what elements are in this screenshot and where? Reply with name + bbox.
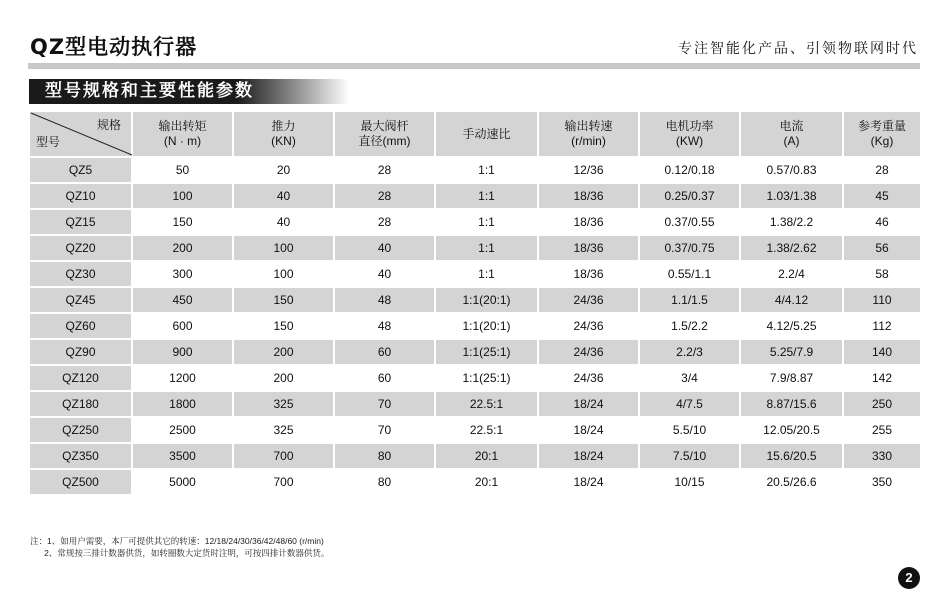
table-cell: 2500 <box>132 417 233 443</box>
table-cell: 350 <box>843 469 921 495</box>
table-cell: 300 <box>132 261 233 287</box>
table-cell: 1.1/1.5 <box>639 287 740 313</box>
corner-label-model: 型号 <box>36 135 61 149</box>
header-divider <box>28 63 920 69</box>
table-row <box>29 183 921 209</box>
table-cell: 28 <box>334 209 435 235</box>
table-cell: 60 <box>334 365 435 391</box>
table-cell: 325 <box>233 391 334 417</box>
table-cell: 12.05/20.5 <box>740 417 843 443</box>
table-cell: 0.25/0.37 <box>639 183 740 209</box>
table-cell: 70 <box>334 391 435 417</box>
table-row <box>29 469 921 495</box>
table-row <box>29 417 921 443</box>
table-cell: 1:1(20:1) <box>435 313 538 339</box>
table-cell: 0.37/0.55 <box>639 209 740 235</box>
table-cell: 40 <box>334 235 435 261</box>
table-cell: 700 <box>233 469 334 495</box>
column-header-line: (A) <box>783 134 800 148</box>
table-cell: 1.03/1.38 <box>740 183 843 209</box>
table-cell: 200 <box>233 365 334 391</box>
model-cell: QZ180 <box>29 391 132 417</box>
table-cell: 28 <box>843 157 921 183</box>
table-cell: 24/36 <box>538 365 639 391</box>
table-cell: 1:1(20:1) <box>435 287 538 313</box>
model-cell: QZ500 <box>29 469 132 495</box>
column-header-line: 输出转矩 <box>158 119 207 133</box>
column-header <box>132 111 233 157</box>
model-cell: QZ120 <box>29 365 132 391</box>
table-cell: 0.37/0.75 <box>639 235 740 261</box>
table-cell: 1.5/2.2 <box>639 313 740 339</box>
table-cell: 1:1 <box>435 261 538 287</box>
table-corner-cell <box>29 111 132 157</box>
column-header-line: (Kg) <box>870 134 894 148</box>
table-cell: 24/36 <box>538 287 639 313</box>
table-row <box>29 339 921 365</box>
table-cell: 142 <box>843 365 921 391</box>
table-cell: 48 <box>334 287 435 313</box>
table-cell: 100 <box>233 235 334 261</box>
table-cell: 18/36 <box>538 183 639 209</box>
column-header <box>843 111 921 157</box>
table-cell: 5.5/10 <box>639 417 740 443</box>
note-line: 注：1、如用户需要，本厂可提供其它的转速：12/18/24/30/36/42/48/60 (r/min) <box>30 536 324 546</box>
table-cell: 5000 <box>132 469 233 495</box>
table-cell: 28 <box>334 183 435 209</box>
column-header <box>639 111 740 157</box>
table-cell: 20 <box>233 157 334 183</box>
table-cell: 20:1 <box>435 443 538 469</box>
table-cell: 20:1 <box>435 469 538 495</box>
table-cell: 250 <box>843 391 921 417</box>
model-cell: QZ250 <box>29 417 132 443</box>
table-cell: 900 <box>132 339 233 365</box>
table-cell: 40 <box>233 183 334 209</box>
column-header <box>538 111 639 157</box>
table-header-row <box>29 111 921 157</box>
model-cell: QZ60 <box>29 313 132 339</box>
column-header <box>233 111 334 157</box>
column-header-line: 最大阀杆 <box>360 119 409 133</box>
table-cell: 18/36 <box>538 261 639 287</box>
model-cell: QZ5 <box>29 157 132 183</box>
table-cell: 18/24 <box>538 417 639 443</box>
table-cell: 600 <box>132 313 233 339</box>
table-cell: 3/4 <box>639 365 740 391</box>
table-cell: 60 <box>334 339 435 365</box>
table-cell: 2.2/4 <box>740 261 843 287</box>
table-cell: 200 <box>132 235 233 261</box>
table-row <box>29 209 921 235</box>
model-cell: QZ90 <box>29 339 132 365</box>
table-row <box>29 157 921 183</box>
page-title: QZ型电动执行器 <box>30 35 198 59</box>
table-cell: 28 <box>334 157 435 183</box>
model-cell: QZ20 <box>29 235 132 261</box>
table-cell: 40 <box>334 261 435 287</box>
table-cell: 18/24 <box>538 469 639 495</box>
table-cell: 1:1(25:1) <box>435 339 538 365</box>
table-cell: 2.2/3 <box>639 339 740 365</box>
table-cell: 140 <box>843 339 921 365</box>
table-cell: 22.5:1 <box>435 417 538 443</box>
table-row <box>29 365 921 391</box>
table-cell: 18/24 <box>538 391 639 417</box>
table-cell: 1:1 <box>435 157 538 183</box>
table-cell: 12/36 <box>538 157 639 183</box>
table-cell: 700 <box>233 443 334 469</box>
table-cell: 50 <box>132 157 233 183</box>
table-cell: 325 <box>233 417 334 443</box>
table-cell: 1:1 <box>435 235 538 261</box>
notes <box>30 535 329 559</box>
table-cell: 15.6/20.5 <box>740 443 843 469</box>
table-cell: 110 <box>843 287 921 313</box>
table-cell: 150 <box>132 209 233 235</box>
spec-table <box>28 110 922 496</box>
column-header <box>334 111 435 157</box>
table-row <box>29 391 921 417</box>
page-slogan: 专注智能化产品、引领物联网时代 <box>678 41 918 57</box>
table-cell: 18/36 <box>538 209 639 235</box>
table-cell: 10/15 <box>639 469 740 495</box>
column-header-line: (KW) <box>675 134 704 148</box>
table-cell: 1.38/2.2 <box>740 209 843 235</box>
page-number-badge: 2 <box>898 567 920 589</box>
table-cell: 1800 <box>132 391 233 417</box>
column-header-line: (N · m) <box>163 134 202 148</box>
table-cell: 24/36 <box>538 339 639 365</box>
table-cell: 58 <box>843 261 921 287</box>
table-cell: 1.38/2.62 <box>740 235 843 261</box>
table-cell: 70 <box>334 417 435 443</box>
table-cell: 22.5:1 <box>435 391 538 417</box>
model-cell: QZ45 <box>29 287 132 313</box>
table-cell: 0.12/0.18 <box>639 157 740 183</box>
table-cell: 18/36 <box>538 235 639 261</box>
column-header-line: 推力 <box>271 119 296 133</box>
table-cell: 7.9/8.87 <box>740 365 843 391</box>
table-cell: 1:1(25:1) <box>435 365 538 391</box>
table-cell: 40 <box>233 209 334 235</box>
column-header-line: 直径(mm) <box>358 134 411 148</box>
table-cell: 3500 <box>132 443 233 469</box>
table-cell: 200 <box>233 339 334 365</box>
table-row <box>29 287 921 313</box>
table-cell: 4/4.12 <box>740 287 843 313</box>
column-header <box>435 111 538 157</box>
column-header-line: 电机功率 <box>665 119 714 133</box>
table-cell: 5.25/7.9 <box>740 339 843 365</box>
column-header-line: 电流 <box>779 119 804 133</box>
table-row <box>29 235 921 261</box>
table-cell: 1200 <box>132 365 233 391</box>
table-cell: 330 <box>843 443 921 469</box>
table-cell: 1:1 <box>435 183 538 209</box>
table-cell: 7.5/10 <box>639 443 740 469</box>
table-cell: 45 <box>843 183 921 209</box>
table-row <box>29 443 921 469</box>
column-header <box>740 111 843 157</box>
table-cell: 150 <box>233 313 334 339</box>
model-cell: QZ10 <box>29 183 132 209</box>
table-cell: 100 <box>233 261 334 287</box>
table-row <box>29 313 921 339</box>
table-cell: 48 <box>334 313 435 339</box>
table-cell: 80 <box>334 469 435 495</box>
table-cell: 450 <box>132 287 233 313</box>
table-cell: 4.12/5.25 <box>740 313 843 339</box>
table-cell: 20.5/26.6 <box>740 469 843 495</box>
column-header-line: (KN) <box>271 134 296 148</box>
table-cell: 150 <box>233 287 334 313</box>
column-header-line: 手动速比 <box>462 126 511 141</box>
table-cell: 1:1 <box>435 209 538 235</box>
table-cell: 112 <box>843 313 921 339</box>
model-cell: QZ350 <box>29 443 132 469</box>
section-title: 型号规格和主要性能参数 <box>29 79 349 104</box>
table-cell: 0.57/0.83 <box>740 157 843 183</box>
table-cell: 4/7.5 <box>639 391 740 417</box>
corner-label-spec: 规格 <box>96 118 121 132</box>
table-cell: 0.55/1.1 <box>639 261 740 287</box>
column-header-line: 参考重量 <box>857 119 906 133</box>
table-cell: 8.87/15.6 <box>740 391 843 417</box>
table-cell: 24/36 <box>538 313 639 339</box>
model-cell: QZ30 <box>29 261 132 287</box>
table-cell: 46 <box>843 209 921 235</box>
table-row <box>29 261 921 287</box>
table-cell: 100 <box>132 183 233 209</box>
model-cell: QZ15 <box>29 209 132 235</box>
note-line: 2、常规按三排计数器供货，如转圈数大定货时注明，可按四排计数器供货。 <box>30 548 330 558</box>
column-header-line: 输出转速 <box>564 119 613 133</box>
table-cell: 255 <box>843 417 921 443</box>
table-cell: 80 <box>334 443 435 469</box>
table-cell: 56 <box>843 235 921 261</box>
table-cell: 18/24 <box>538 443 639 469</box>
column-header-line: (r/min) <box>571 134 606 148</box>
